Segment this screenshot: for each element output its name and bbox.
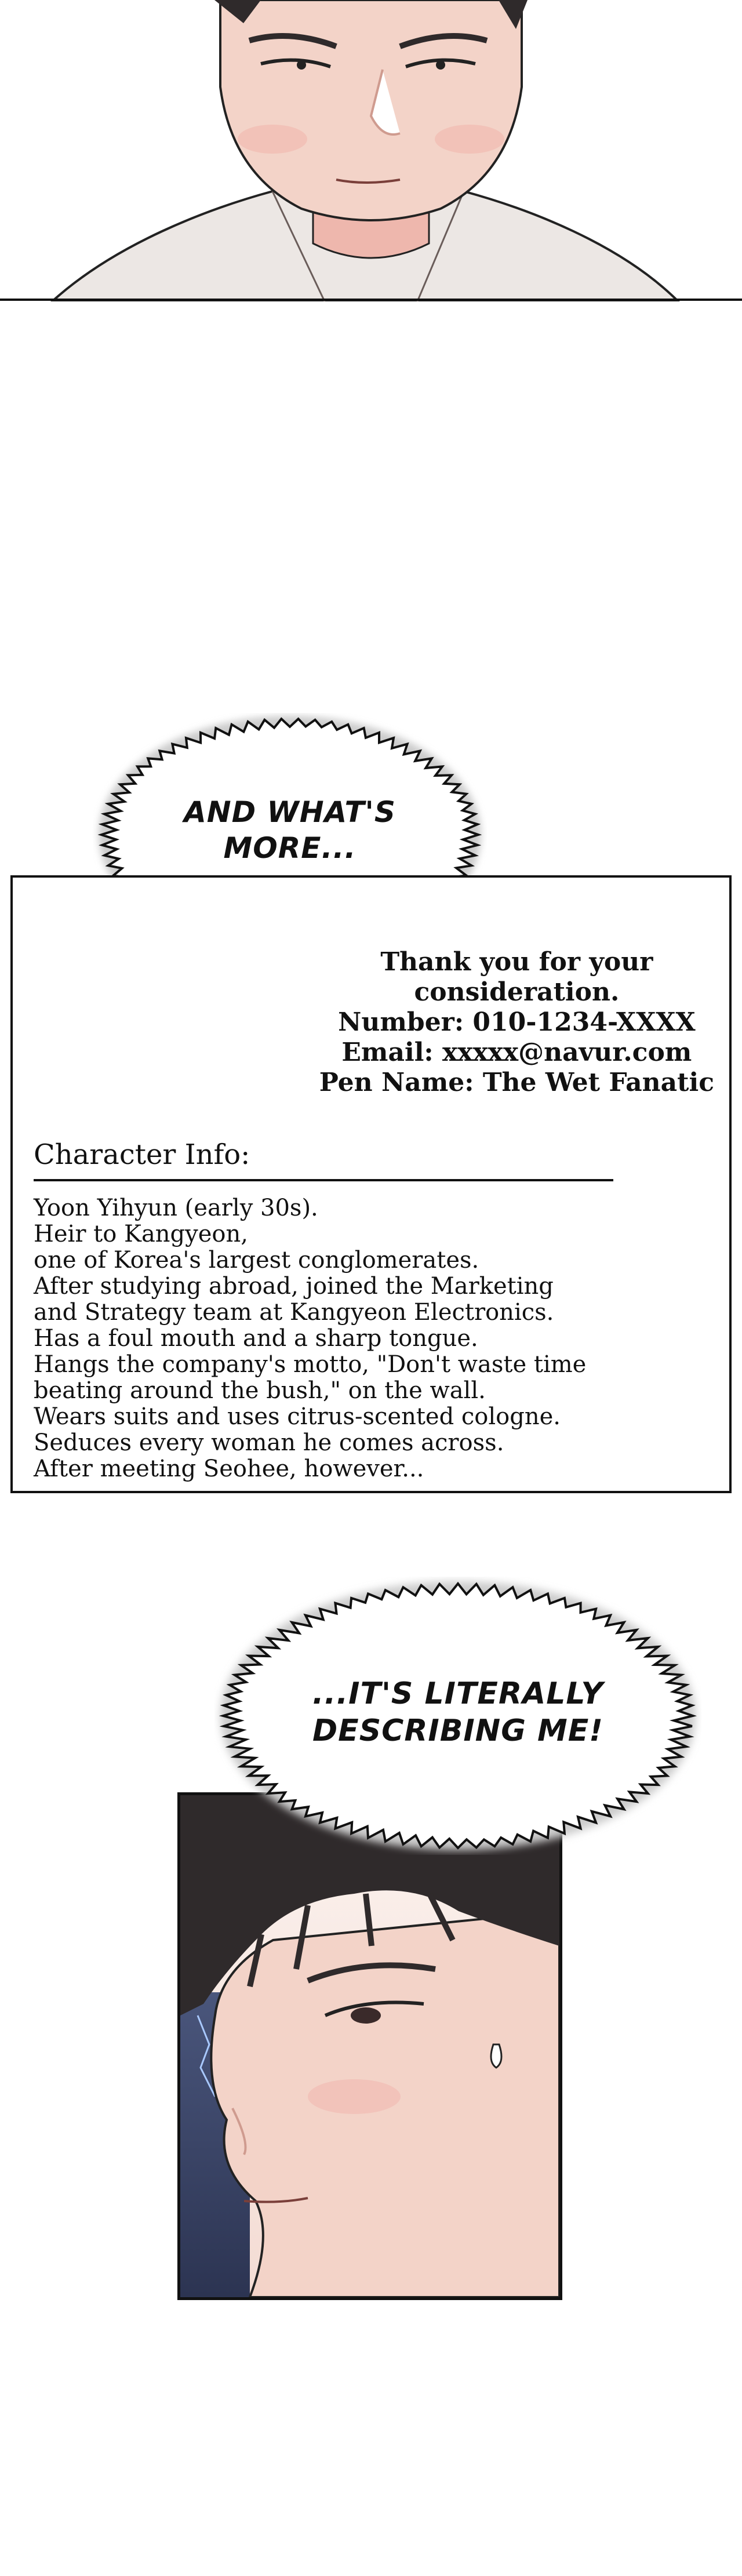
character-info-line: one of Korea's largest conglomerates. — [34, 1247, 479, 1274]
character-info-line: Heir to Kangyeon, — [34, 1221, 248, 1247]
contact-pen-name: Pen Name: The Wet Fanatic — [319, 1068, 714, 1097]
character-illustration-bottom — [180, 1795, 559, 2297]
bubble-bottom-line-1: ...IT'S LITERALLY — [312, 1676, 604, 1711]
bubble-top-line-1: AND WHAT'S — [184, 795, 396, 829]
character-info-line: Wears suits and uses citrus-scented cologne. — [34, 1403, 561, 1430]
character-info-line: Has a foul mouth and a sharp tongue. — [34, 1325, 478, 1352]
contact-line-1: Thank you for your — [380, 947, 653, 977]
character-info-line: After meeting Seohee, however... — [34, 1456, 424, 1482]
panel-border-line — [0, 299, 742, 301]
character-info-title: Character Info: — [34, 1138, 250, 1171]
bubble-top-line-2: MORE... — [223, 831, 357, 865]
character-info-line: After studying abroad, joined the Marketing — [34, 1273, 554, 1300]
contact-line-2: consideration. — [414, 977, 620, 1007]
character-info-line: Yoon Yihyun (early 30s). — [34, 1195, 318, 1221]
speech-bubble-bottom — [214, 1577, 701, 1855]
comic-panel-bottom — [177, 1792, 562, 2300]
character-info-line: and Strategy team at Kangyeon Electronics. — [34, 1299, 554, 1326]
character-info-line: beating around the bush," on the wall. — [34, 1377, 486, 1404]
character-info-line: Seduces every woman he comes across. — [34, 1429, 504, 1456]
character-info-line: Hangs the company's motto, "Don't waste time — [34, 1351, 587, 1378]
bubble-bottom-text — [214, 1675, 701, 1749]
bubble-top-text — [93, 794, 487, 866]
character-info-text — [34, 1195, 586, 1482]
character-info-divider — [34, 1179, 613, 1181]
contact-number: Number: 010-1234-XXXX — [338, 1007, 696, 1037]
contact-email: Email: xxxxx@navur.com — [341, 1038, 692, 1067]
comic-panel-top — [0, 0, 742, 301]
contact-block — [319, 947, 714, 1098]
bubble-bottom-line-2: DESCRIBING ME! — [312, 1713, 603, 1748]
document-box — [10, 875, 732, 1493]
character-illustration-top — [0, 0, 742, 301]
